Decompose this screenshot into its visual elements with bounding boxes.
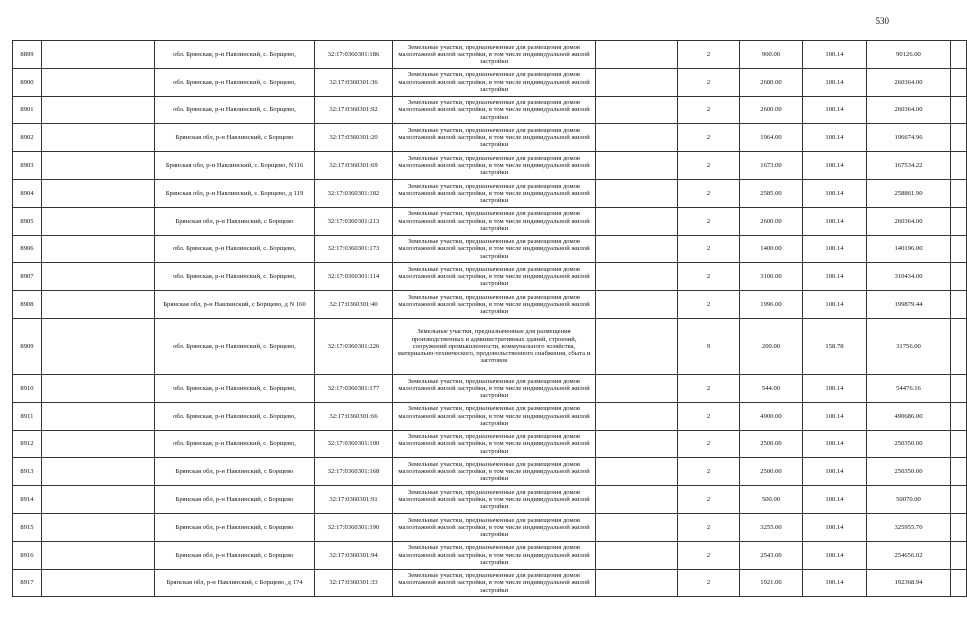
row-number: 8910 <box>13 374 42 402</box>
address-cell: обл. Брянская, р-н Навлинский, с. Борщево, <box>155 41 315 69</box>
address-cell: Брянская обл, р-н Навлинский, с Борщево, д 174 <box>155 569 315 597</box>
cadastral-number-cell: 32:17:0360301:114 <box>315 263 393 291</box>
page-number: 530 <box>875 16 889 26</box>
empty-cell <box>42 124 155 152</box>
cadastral-value-cell: 250350.00 <box>867 458 951 486</box>
specific-value-cell: 100.14 <box>803 513 867 541</box>
address-cell: Брянская обл, р-н Навлинский, с Борщево, д N 160 <box>155 291 315 319</box>
empty-cell <box>951 291 967 319</box>
empty-cell <box>951 96 967 124</box>
land-use-description-cell: Земельные участки, предназначенные для размещения домов малоэтажной жилой застройки, в том числе индивидуальной жилой застройки <box>393 179 596 207</box>
row-number: 8913 <box>13 458 42 486</box>
empty-cell <box>596 96 678 124</box>
cadastral-number-cell: 32:17:0360301:173 <box>315 235 393 263</box>
area-cell: 2600.00 <box>740 96 803 124</box>
cadastral-value-cell: 196674.96 <box>867 124 951 152</box>
land-use-description-cell: Земельные участки, предназначенные для размещения домов малоэтажной жилой застройки, в том числе индивидуальной жилой застройки <box>393 96 596 124</box>
group-code-cell: 2 <box>678 486 740 514</box>
empty-cell <box>596 207 678 235</box>
empty-cell <box>596 569 678 597</box>
cadastral-value-cell: 254656.02 <box>867 541 951 569</box>
cadastral-number-cell: 32:17:0360301:20 <box>315 124 393 152</box>
specific-value-cell: 100.14 <box>803 41 867 69</box>
empty-cell <box>596 41 678 69</box>
table-row <box>13 374 967 402</box>
row-number: 8899 <box>13 41 42 69</box>
group-code-cell: 2 <box>678 458 740 486</box>
cadastral-value-cell: 260364.00 <box>867 68 951 96</box>
empty-cell <box>951 179 967 207</box>
row-number: 8900 <box>13 68 42 96</box>
specific-value-cell: 100.14 <box>803 458 867 486</box>
group-code-cell: 2 <box>678 41 740 69</box>
specific-value-cell: 100.14 <box>803 152 867 180</box>
empty-cell <box>596 235 678 263</box>
group-code-cell: 2 <box>678 235 740 263</box>
group-code-cell: 2 <box>678 152 740 180</box>
address-cell: обл. Брянская, р-н Навлинский, с. Борщево, <box>155 68 315 96</box>
empty-cell <box>596 291 678 319</box>
cadastral-number-cell: 32:17:0360301:92 <box>315 96 393 124</box>
row-number: 8914 <box>13 486 42 514</box>
specific-value-cell: 100.14 <box>803 179 867 207</box>
table-row <box>13 207 967 235</box>
table-row <box>13 124 967 152</box>
table-row <box>13 152 967 180</box>
area-cell: 2600.00 <box>740 68 803 96</box>
address-cell: Брянская обл, р-н Навлинский, с. Борщево, N116 <box>155 152 315 180</box>
area-cell: 2543.00 <box>740 541 803 569</box>
table-row <box>13 96 967 124</box>
empty-cell <box>596 513 678 541</box>
address-cell: Брянская обл, р-н Навлинский, с Борщево <box>155 486 315 514</box>
empty-cell <box>42 41 155 69</box>
row-number: 8905 <box>13 207 42 235</box>
cadastral-number-cell: 32:17:0360301:190 <box>315 513 393 541</box>
area-cell: 1921.00 <box>740 569 803 597</box>
group-code-cell: 2 <box>678 179 740 207</box>
group-code-cell: 9 <box>678 318 740 374</box>
empty-cell <box>42 235 155 263</box>
empty-cell <box>596 152 678 180</box>
cadastral-value-cell: 31756.00 <box>867 318 951 374</box>
specific-value-cell: 100.14 <box>803 124 867 152</box>
land-use-description-cell: Земельные участки, предназначенные для размещения домов малоэтажной жилой застройки, в том числе индивидуальной жилой застройки <box>393 291 596 319</box>
row-number: 8908 <box>13 291 42 319</box>
cadastral-value-cell: 258861.90 <box>867 179 951 207</box>
cadastral-value-table <box>12 40 967 597</box>
cadastral-value-cell: 192368.94 <box>867 569 951 597</box>
cadastral-number-cell: 32:17:0360301:177 <box>315 374 393 402</box>
empty-cell <box>951 152 967 180</box>
empty-cell <box>951 569 967 597</box>
row-number: 8907 <box>13 263 42 291</box>
empty-cell <box>951 68 967 96</box>
cadastral-number-cell: 32:17:0360301:226 <box>315 318 393 374</box>
cadastral-value-cell: 250350.00 <box>867 430 951 458</box>
cadastral-value-cell: 90126.00 <box>867 41 951 69</box>
cadastral-value-cell: 310434.00 <box>867 263 951 291</box>
table-row <box>13 486 967 514</box>
land-use-description-cell: Земельные участки, предназначенные для размещения домов малоэтажной жилой застройки, в том числе индивидуальной жилой застройки <box>393 207 596 235</box>
address-cell: обл. Брянская, р-н Навлинский, с. Борщево, <box>155 402 315 430</box>
empty-cell <box>42 68 155 96</box>
table-row <box>13 430 967 458</box>
empty-cell <box>951 318 967 374</box>
land-use-description-cell: Земельные участки, предназначенные для размещения домов малоэтажной жилой застройки, в том числе индивидуальной жилой застройки <box>393 374 596 402</box>
empty-cell <box>42 541 155 569</box>
area-cell: 2585.00 <box>740 179 803 207</box>
area-cell: 2500.00 <box>740 458 803 486</box>
cadastral-number-cell: 32:17:0360301:168 <box>315 458 393 486</box>
group-code-cell: 2 <box>678 402 740 430</box>
specific-value-cell: 100.14 <box>803 486 867 514</box>
row-number: 8906 <box>13 235 42 263</box>
empty-cell <box>951 374 967 402</box>
row-number: 8904 <box>13 179 42 207</box>
area-cell: 1964.00 <box>740 124 803 152</box>
address-cell: Брянская обл, р-н Навлинский, с Борщево <box>155 458 315 486</box>
land-use-description-cell: Земельные участки, предназначенные для размещения производственных и административных зданий, строений, сооружений промышленности, коммунального хозяйства, материально-технического, продовольственного снабжения, сбыта и заготовок <box>393 318 596 374</box>
address-cell: обл. Брянская, р-н Навлинский, с. Борщево, <box>155 374 315 402</box>
empty-cell <box>596 402 678 430</box>
empty-cell <box>596 179 678 207</box>
table-row <box>13 318 967 374</box>
table-body <box>13 41 967 597</box>
specific-value-cell: 100.14 <box>803 96 867 124</box>
table-row <box>13 263 967 291</box>
table-row <box>13 179 967 207</box>
cadastral-number-cell: 32:17:0360301:33 <box>315 569 393 597</box>
table-row <box>13 68 967 96</box>
empty-cell <box>42 513 155 541</box>
area-cell: 2500.00 <box>740 430 803 458</box>
empty-cell <box>951 207 967 235</box>
address-cell: Брянская обл, р-н Навлинский, с. Борщево, д 119 <box>155 179 315 207</box>
cadastral-value-cell: 199879.44 <box>867 291 951 319</box>
area-cell: 4900.00 <box>740 402 803 430</box>
table-row <box>13 541 967 569</box>
address-cell: Брянская обл, р-н Навлинский, с Борщево <box>155 541 315 569</box>
address-cell: Брянская обл, р-н Навлинский, с Борщево <box>155 207 315 235</box>
specific-value-cell: 100.14 <box>803 374 867 402</box>
empty-cell <box>596 124 678 152</box>
cadastral-number-cell: 32:17:0360301:91 <box>315 486 393 514</box>
land-use-description-cell: Земельные участки, предназначенные для размещения домов малоэтажной жилой застройки, в том числе индивидуальной жилой застройки <box>393 458 596 486</box>
empty-cell <box>42 402 155 430</box>
land-use-description-cell: Земельные участки, предназначенные для размещения домов малоэтажной жилой застройки, в том числе индивидуальной жилой застройки <box>393 541 596 569</box>
specific-value-cell: 100.14 <box>803 263 867 291</box>
row-number: 8912 <box>13 430 42 458</box>
empty-cell <box>42 318 155 374</box>
specific-value-cell: 100.14 <box>803 207 867 235</box>
land-use-description-cell: Земельные участки, предназначенные для размещения домов малоэтажной жилой застройки, в том числе индивидуальной жилой застройки <box>393 430 596 458</box>
empty-cell <box>596 458 678 486</box>
row-number: 8915 <box>13 513 42 541</box>
address-cell: обл. Брянская, р-н Навлинский, с. Борщево, <box>155 96 315 124</box>
table-row <box>13 291 967 319</box>
row-number: 8902 <box>13 124 42 152</box>
group-code-cell: 2 <box>678 569 740 597</box>
area-cell: 1996.00 <box>740 291 803 319</box>
group-code-cell: 2 <box>678 291 740 319</box>
empty-cell <box>951 430 967 458</box>
cadastral-number-cell: 32:17:0360301:213 <box>315 207 393 235</box>
row-number: 8916 <box>13 541 42 569</box>
row-number: 8909 <box>13 318 42 374</box>
area-cell: 3255.00 <box>740 513 803 541</box>
area-cell: 900.00 <box>740 41 803 69</box>
empty-cell <box>42 291 155 319</box>
cadastral-value-cell: 325955.70 <box>867 513 951 541</box>
empty-cell <box>951 486 967 514</box>
cadastral-number-cell: 32:17:0360301:36 <box>315 68 393 96</box>
cadastral-number-cell: 32:17:0360301:69 <box>315 152 393 180</box>
table-row <box>13 569 967 597</box>
empty-cell <box>951 41 967 69</box>
land-use-description-cell: Земельные участки, предназначенные для размещения домов малоэтажной жилой застройки, в том числе индивидуальной жилой застройки <box>393 152 596 180</box>
empty-cell <box>42 263 155 291</box>
group-code-cell: 2 <box>678 96 740 124</box>
address-cell: обл. Брянская, р-н Навлинский, с. Борщево, <box>155 235 315 263</box>
row-number: 8911 <box>13 402 42 430</box>
land-use-description-cell: Земельные участки, предназначенные для размещения домов малоэтажной жилой застройки, в том числе индивидуальной жилой застройки <box>393 486 596 514</box>
empty-cell <box>42 179 155 207</box>
group-code-cell: 2 <box>678 207 740 235</box>
address-cell: Брянская обл, р-н Навлинский, с Борщево <box>155 513 315 541</box>
cadastral-value-cell: 54476.16 <box>867 374 951 402</box>
empty-cell <box>951 235 967 263</box>
area-cell: 500.00 <box>740 486 803 514</box>
land-use-description-cell: Земельные участки, предназначенные для размещения домов малоэтажной жилой застройки, в том числе индивидуальной жилой застройки <box>393 402 596 430</box>
area-cell: 544.00 <box>740 374 803 402</box>
land-use-description-cell: Земельные участки, предназначенные для размещения домов малоэтажной жилой застройки, в том числе индивидуальной жилой застройки <box>393 124 596 152</box>
empty-cell <box>42 207 155 235</box>
empty-cell <box>42 458 155 486</box>
group-code-cell: 2 <box>678 541 740 569</box>
address-cell: обл. Брянская, р-н Навлинский, с. Борщево, <box>155 318 315 374</box>
empty-cell <box>596 263 678 291</box>
cadastral-value-cell: 260364.00 <box>867 207 951 235</box>
empty-cell <box>42 96 155 124</box>
empty-cell <box>951 458 967 486</box>
table-row <box>13 458 967 486</box>
specific-value-cell: 100.14 <box>803 569 867 597</box>
empty-cell <box>42 569 155 597</box>
empty-cell <box>42 430 155 458</box>
land-use-description-cell: Земельные участки, предназначенные для размещения домов малоэтажной жилой застройки, в том числе индивидуальной жилой застройки <box>393 569 596 597</box>
empty-cell <box>596 430 678 458</box>
area-cell: 2600.00 <box>740 207 803 235</box>
group-code-cell: 2 <box>678 68 740 96</box>
specific-value-cell: 100.14 <box>803 291 867 319</box>
specific-value-cell: 158.78 <box>803 318 867 374</box>
group-code-cell: 2 <box>678 513 740 541</box>
specific-value-cell: 100.14 <box>803 402 867 430</box>
cadastral-number-cell: 32:17:0360301:182 <box>315 179 393 207</box>
table-row <box>13 402 967 430</box>
cadastral-number-cell: 32:17:0360301:94 <box>315 541 393 569</box>
empty-cell <box>951 513 967 541</box>
address-cell: обл. Брянская, р-н Навлинский, с. Борщево, <box>155 430 315 458</box>
specific-value-cell: 100.14 <box>803 68 867 96</box>
land-use-description-cell: Земельные участки, предназначенные для размещения домов малоэтажной жилой застройки, в том числе индивидуальной жилой застройки <box>393 235 596 263</box>
empty-cell <box>42 374 155 402</box>
empty-cell <box>596 541 678 569</box>
group-code-cell: 2 <box>678 430 740 458</box>
land-use-description-cell: Земельные участки, предназначенные для размещения домов малоэтажной жилой застройки, в том числе индивидуальной жилой застройки <box>393 513 596 541</box>
area-cell: 3100.00 <box>740 263 803 291</box>
empty-cell <box>596 374 678 402</box>
group-code-cell: 2 <box>678 124 740 152</box>
empty-cell <box>951 402 967 430</box>
cadastral-number-cell: 32:17:0360301:186 <box>315 41 393 69</box>
table-row <box>13 513 967 541</box>
empty-cell <box>951 541 967 569</box>
cadastral-value-cell: 50070.00 <box>867 486 951 514</box>
empty-cell <box>951 124 967 152</box>
land-use-description-cell: Земельные участки, предназначенные для размещения домов малоэтажной жилой застройки, в том числе индивидуальной жилой застройки <box>393 263 596 291</box>
group-code-cell: 2 <box>678 374 740 402</box>
empty-cell <box>42 152 155 180</box>
row-number: 8917 <box>13 569 42 597</box>
empty-cell <box>596 486 678 514</box>
specific-value-cell: 100.14 <box>803 235 867 263</box>
group-code-cell: 2 <box>678 263 740 291</box>
row-number: 8903 <box>13 152 42 180</box>
empty-cell <box>596 318 678 374</box>
specific-value-cell: 100.14 <box>803 541 867 569</box>
table-row <box>13 235 967 263</box>
land-use-description-cell: Земельные участки, предназначенные для размещения домов малоэтажной жилой застройки, в том числе индивидуальной жилой застройки <box>393 41 596 69</box>
cadastral-number-cell: 32:17:0360301:66 <box>315 402 393 430</box>
area-cell: 1400.00 <box>740 235 803 263</box>
cadastral-value-cell: 490686.00 <box>867 402 951 430</box>
address-cell: Брянская обл, р-н Навлинский, с Борщево <box>155 124 315 152</box>
area-cell: 1673.00 <box>740 152 803 180</box>
empty-cell <box>42 486 155 514</box>
row-number: 8901 <box>13 96 42 124</box>
cadastral-number-cell: 32:17:0360301:100 <box>315 430 393 458</box>
area-cell: 200.00 <box>740 318 803 374</box>
table-row <box>13 41 967 69</box>
address-cell: обл. Брянская, р-н Навлинский, с. Борщево, <box>155 263 315 291</box>
empty-cell <box>596 68 678 96</box>
cadastral-value-cell: 140196.00 <box>867 235 951 263</box>
land-use-description-cell: Земельные участки, предназначенные для размещения домов малоэтажной жилой застройки, в том числе индивидуальной жилой застройки <box>393 68 596 96</box>
cadastral-number-cell: 32:17:0360301:40 <box>315 291 393 319</box>
empty-cell <box>951 263 967 291</box>
specific-value-cell: 100.14 <box>803 430 867 458</box>
cadastral-value-cell: 260364.00 <box>867 96 951 124</box>
cadastral-value-cell: 167534.22 <box>867 152 951 180</box>
